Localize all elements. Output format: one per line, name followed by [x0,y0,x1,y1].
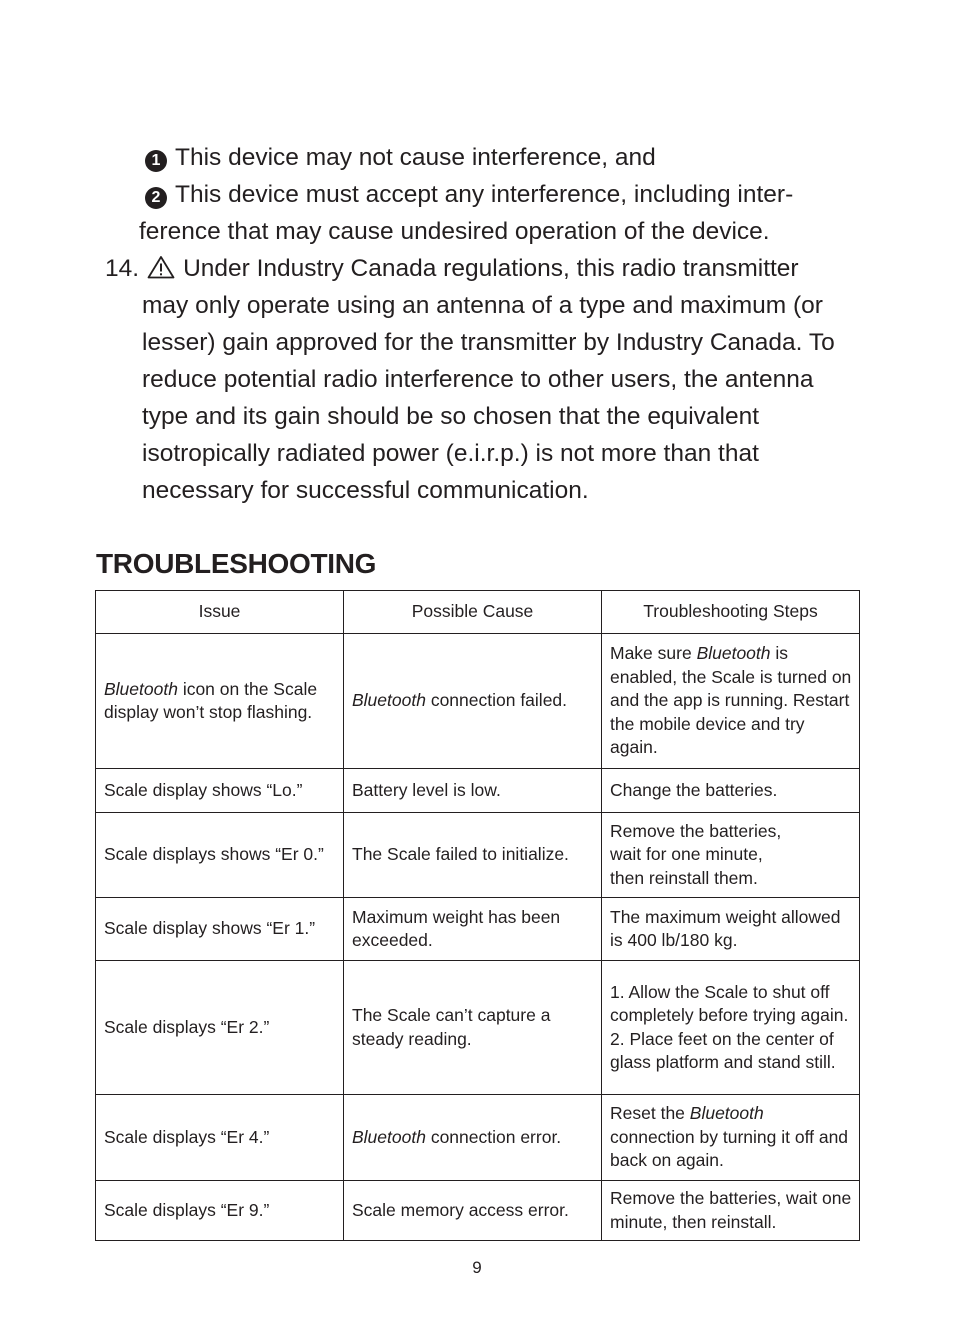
steps-cell: Remove the batteries, wait one minute, then reinstall. [602,1181,860,1241]
issue-cell: Scale display shows “Lo.” [96,769,344,813]
list-item-2 [145,176,793,213]
steps-emphasis: Bluetooth [696,643,771,664]
steps-line: 2. Place feet on the center of glass platform and stand still. [610,1028,836,1072]
cause-cell: Scale memory access error. [344,1181,602,1241]
list-item-1 [145,139,656,176]
steps-cell [602,813,860,898]
table-row [96,898,860,961]
cause-emphasis: Bluetooth [352,690,426,711]
steps-cell: Change the batteries. [602,769,860,813]
item-14-line-2: may only operate using an antenna of a type and maximum (or [142,292,823,319]
steps-cell: The maximum weight allowed is 400 lb/180 kg. [602,898,860,961]
cause-cell: Battery level is low. [344,769,602,813]
table-header-row [96,591,860,634]
cause-cell [344,1095,602,1181]
table-row [96,634,860,769]
table-row [96,961,860,1095]
troubleshooting-table [95,590,860,1241]
table-row [96,813,860,898]
steps-cell [602,961,860,1095]
item-2-text-line-1: This device must accept any interference, including inter- [175,181,794,208]
steps-line: then reinstall them. [610,867,758,888]
cause-text: connection failed. [425,690,568,711]
page-number: 9 [472,1258,482,1277]
table-row [96,1095,860,1181]
number-2-icon: 2 [145,187,167,209]
item-14-line-3: lesser) gain approved for the transmitter by Industry Canada. To [142,329,835,356]
issue-cell: Scale displays “Er 4.” [96,1095,344,1181]
header-issue: Issue [96,591,344,634]
number-1-icon: 1 [145,150,167,172]
steps-cell [602,634,860,769]
steps-emphasis: Bluetooth [689,1103,764,1124]
item-14-number: 14. [105,255,140,282]
cause-text: connection error. [425,1126,562,1147]
steps-cell [602,1095,860,1181]
issue-cell: Scale displays “Er 2.” [96,961,344,1095]
steps-text-post: connection by turning it off and back on again. [610,1126,849,1171]
steps-line: wait for one minute, [610,844,763,865]
header-troubleshooting-steps: Troubleshooting Steps [602,591,860,634]
item-14-line-5: type and its gain should be so chosen that the equivalent [142,403,760,430]
steps-line: 1. Allow the Scale to shut off completely before trying again. [610,981,849,1025]
item-1-text: This device may not cause interference, and [175,144,656,171]
issue-cell: Scale display shows “Er 1.” [96,898,344,961]
table-row [96,1181,860,1241]
item-14-line-4: reduce potential radio interference to other users, the antenna [142,366,814,393]
header-possible-cause: Possible Cause [344,591,602,634]
issue-cell [96,634,344,769]
cause-cell [344,634,602,769]
cause-cell: Maximum weight has been exceeded. [344,898,602,961]
item-2-text-line-2: ference that may cause undesired operation of the device. [139,218,770,245]
issue-cell: Scale displays “Er 9.” [96,1181,344,1241]
warning-triangle-icon [147,253,175,290]
section-heading: TROUBLESHOOTING [96,548,377,579]
item-14-line-7: necessary for successful communication. [142,477,589,504]
list-item-14 [105,250,799,290]
steps-text-pre: Make sure [610,643,697,664]
steps-text-post: is enabled, the Scale is turned on and the app is running. Restart the mobile device and try again. [610,643,852,758]
steps-text-pre: Reset the [610,1103,690,1124]
cause-cell: The Scale failed to initialize. [344,813,602,898]
steps-line: Remove the batteries, [610,820,782,841]
issue-text: icon on the Scale display won’t stop flashing. [104,678,318,722]
item-14-line-1: Under Industry Canada regulations, this radio transmitter [183,255,799,282]
issue-emphasis: Bluetooth [104,678,178,699]
table-row [96,769,860,813]
cause-emphasis: Bluetooth [352,1126,426,1147]
issue-cell: Scale displays shows “Er 0.” [96,813,344,898]
item-14-line-6: isotropically radiated power (e.i.r.p.) is not more than that [142,440,759,467]
cause-cell: The Scale can’t capture a steady reading. [344,961,602,1095]
